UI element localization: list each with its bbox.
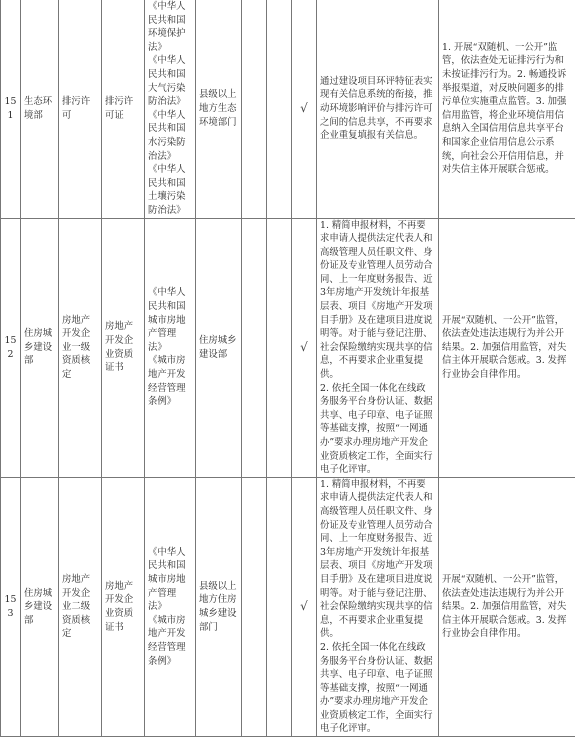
department-cell: 住房城乡建设部	[21, 477, 59, 736]
row-number: 151	[1, 0, 21, 218]
legal-basis-cell: 《中华人民共和国环境保护法》 《中华人民共和国大气污染防治法》 《中华人民共和国水污染防治法》 《中华人民共和国土壤污染防治法》	[145, 0, 196, 218]
reform-option-cell	[242, 0, 267, 218]
legal-basis-cell: 《中华人民共和国城市房地产管理法》 《城市房地产开发经营管理条例》	[145, 477, 196, 736]
department-cell: 生态环境部	[21, 0, 59, 218]
approval-authority-cell: 县级以上地方生态环境部门	[196, 0, 242, 218]
item-name-cell: 房地产开发企业一级资质核定	[59, 218, 102, 477]
table-row	[1, 477, 575, 736]
legal-basis-cell: 《中华人民共和国城市房地产管理法》 《城市房地产开发经营管理条例》	[145, 218, 196, 477]
reform-measures-cell: 1. 精简申报材料，不再要求申请人提供法定代表人和高级管理人员任职文件、身份证及专业管理人员劳动合同、上一年度财务报告、近3年房地产开发统计年报基层表、项目《房地产开发项目手册》及在建项目进度说明等。对于能与登记注册、社会保险缴纳实现共享的信息，不再要求企业重复提供。 2. 依托全国一体化在线政务服务平台身份认证、数据共享、电子印章、电子证照等基础支撑，按照“一网通办”要求办理房地产开发企业资质核定工作，全面实行电子化评审。	[317, 477, 439, 736]
supervision-cell: 1. 开展“双随机、一公开”监管，依法查处无证排污行为和未按证排污行为。2. 畅通投诉举报渠道，对反映问题多的排污单位实施重点监管。3. 加强信用监管，将企业环境信用信息纳入全国信用信息共享平台和国家企业信用信息公示系统，向社会公开信用信息，并对失信主体开展联合惩戒。	[439, 0, 575, 218]
reform-measures-cell: 通过建设项目环评特征表实现有关信息系统的衔接，推动环境影响评价与排污许可之间的信息共享，不再要求企业重复填报有关信息。	[317, 0, 439, 218]
reform-option-cell	[267, 0, 292, 218]
approval-authority-cell: 县级以上地方住房城乡建设部门	[196, 477, 242, 736]
table-row	[1, 0, 575, 218]
certificate-cell: 排污许可证	[102, 0, 145, 218]
department-cell: 住房城乡建设部	[21, 218, 59, 477]
approval-authority-cell: 住房城乡建设部	[196, 218, 242, 477]
reform-measures-cell: 1. 精简申报材料，不再要求申请人提供法定代表人和高级管理人员任职文件、身份证及专业管理人员劳动合同、上一年度财务报告、近3年房地产开发统计年报基层表、项目《房地产开发项目手册》及在建项目进度说明等。对于能与登记注册、社会保险缴纳实现共享的信息，不再要求企业重复提供。 2. 依托全国一体化在线政务服务平台身份认证、数据共享、电子印章、电子证照等基础支撑，按照“一网通办”要求办理房地产开发企业资质核定工作，全面实行电子化评审。	[317, 218, 439, 477]
supervision-cell: 开展“双随机、一公开”监管，依法查处违法违规行为并公开结果。2. 加强信用监管，对失信主体开展联合惩戒。3. 发挥行业协会自律作用。	[439, 218, 575, 477]
check-mark: √	[292, 0, 317, 218]
certificate-cell: 房地产开发企业资质证书	[102, 218, 145, 477]
reform-option-cell	[267, 218, 292, 477]
certificate-cell: 房地产开发企业资质证书	[102, 477, 145, 736]
row-number: 153	[1, 477, 21, 736]
row-number: 152	[1, 218, 21, 477]
item-name-cell: 排污许可	[59, 0, 102, 218]
reform-option-cell	[267, 477, 292, 736]
item-name-cell: 房地产开发企业二级资质核定	[59, 477, 102, 736]
table-row	[1, 218, 575, 477]
reform-option-cell	[242, 477, 267, 736]
supervision-cell: 开展“双随机、一公开”监管，依法查处违法违规行为并公开结果。2. 加强信用监管，对失信主体开展联合惩戒。3. 发挥行业协会自律作用。	[439, 477, 575, 736]
reform-option-cell	[242, 218, 267, 477]
check-mark: √	[292, 477, 317, 736]
check-mark: √	[292, 218, 317, 477]
